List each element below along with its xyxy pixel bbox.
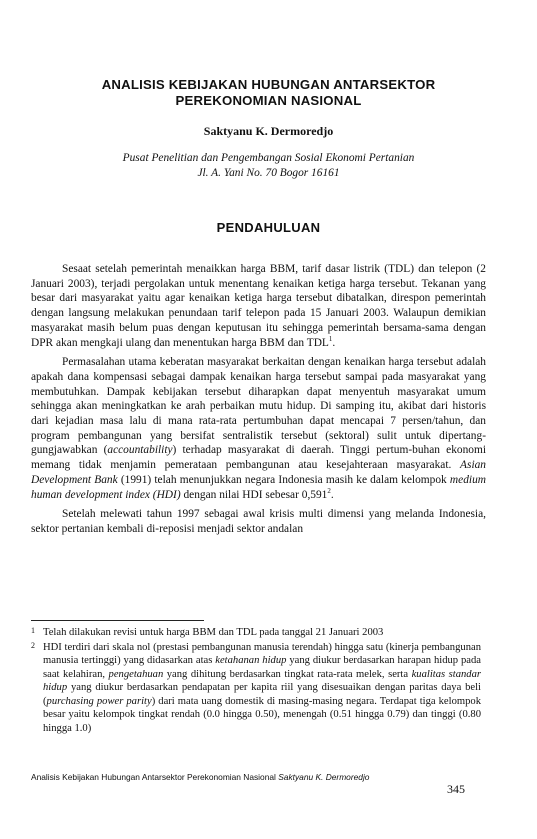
footnote-2-italic-ppp: purchasing power parity [46, 695, 152, 707]
paragraph-2-part-c: ) terhadap masyarakat di daerah. Tinggi pertum-buhan ekonomi memang tidak menjamin pemerataan pembangunan atau kesejahteraan masyarakat. [31, 444, 486, 472]
footnote-2-italic-kualitas: kualitas standar hidup [43, 668, 481, 693]
paragraph-2-part-h: . [330, 488, 334, 501]
footnotes [31, 626, 481, 736]
title-line-1: ANALISIS KEBIJAKAN HUBUNGAN ANTARSEKTOR [101, 77, 436, 92]
paragraph-2-italic-hdi: medium human development index (HDI) [31, 473, 486, 501]
running-footer [31, 772, 369, 782]
affiliation-line-2: Jl. A. Yani No. 70 Bogor 16161 [197, 166, 340, 179]
paragraph-2-part-a: Permasalahan utama keberatan masyarakat berkaitan dengan kenaikan harga tersebut adalah apakah dana kompensasi sebagai dampak kenaikan harga tersebut sampai pada masyarakat yang membutuhkan. Dampak kebijakan tersebut diharapkan dapat menyentuh masyarakat umum sehingga akan meningkatkan ke arah perbaikan mutu hidup. Di samping itu, akibat dari historis dari kejadian masa lalu di mana rata-rata pertumbuhan dapat mencapai 7 persen/tahun, dan program pembangunan yang bersifat sentralistik tersebut (sektoral) sulit untuk dipertang-gungjawabkan ( [31, 356, 486, 457]
footnote-2-part-g: yang diukur berdasarkan pendapatan per kapita riil yang disesuaikan dengan paritas daya beli ( [43, 682, 481, 707]
paragraph-2-part-g: dengan nilai HDI sebesar 0,591 [180, 488, 328, 501]
paragraph-2-italic-accountability: accountability [107, 444, 173, 457]
footnote-2-part-e: yang dihitung berdasarkan tingkat rata-rata melek, serta [163, 668, 412, 680]
footnote-2-italic-ketahanan: ketahanan hidup [215, 655, 287, 666]
footnote-1-text: Telah dilakukan revisi untuk harga BBM dan TDL pada tanggal 21 Januari 2003 [43, 627, 384, 638]
affiliation [30, 151, 507, 180]
title-line-2: PEREKONOMIAN NASIONAL [175, 93, 362, 108]
footnote-ref-1: 1 [328, 334, 333, 343]
footnote-2 [31, 641, 481, 736]
author-name: Saktyanu K. Dermoredjo [203, 124, 334, 138]
body-text [31, 262, 486, 537]
paragraph-2-italic-adb: Asian Development Bank [31, 459, 486, 486]
footnote-2-italic-pengetahuan: pengetahuan [108, 668, 164, 680]
footnote-2-number: 2 [31, 640, 35, 650]
footnote-2-part-i: ) dari mata uang domestik di masing-masing negara. Terdapat tiga kelompok besar yaitu kelompok tingkat rendah (0.0 hingga 0.50), menengah (0.51 hingga 0.79) dan tinggi (0.80 hingga 1.0) [43, 695, 481, 734]
affiliation-line-1: Pusat Penelitian dan Pengembangan Sosial Ekonomi Pertanian [122, 152, 415, 164]
footnote-1 [31, 626, 481, 640]
paper-title [30, 77, 507, 109]
paragraph-2-part-e: (1991) telah menunjukkan negara Indonesia masih ke dalam kelompok [117, 473, 450, 486]
paragraph-1-text: Sesaat setelah pemerintah menaikkan harga BBM, tarif dasar listrik (TDL) dan telepon (2 Januari 2003), terjadi pergolakan untuk menentang kenaikan ketiga harga tersebut. Tekanan yang besar dari masyarakat yaitu agar kenaikan ketiga harga tersebut dibatalkan, direspon pemerintah dengan langsung melakukan penundaan tarif telepon pada 15 Januari 2003. Walaupun demikian masyarakat masih belum puas dengan keputusan itu sehingga pemerintah bersama-sama dengan DPR akan mengkaji ulang dan menentukan harga BBM dan TDL [31, 263, 486, 349]
paragraph-1-end: . [332, 336, 336, 349]
running-footer-author: Saktyanu K. Dermoredjo [278, 772, 370, 782]
section-heading: PENDAHULUAN [216, 220, 321, 235]
paragraph-2 [31, 355, 486, 502]
footnote-separator [31, 620, 204, 621]
page-number: 345 [447, 782, 465, 796]
running-footer-title: Analisis Kebijakan Hubungan Antarsektor Perekonomian Nasional [31, 772, 279, 782]
footnote-2-part-c: yang diukur berdasarkan harapan hidup pada saat kelahiran, [43, 655, 481, 680]
footnote-2-part-a: HDI terdiri dari skala nol (prestasi pembangunan manusia terendah) hingga satu (kinerja pembangunan manusia tertinggi) yang didasarkan atas [43, 641, 481, 666]
footnote-ref-2: 2 [327, 486, 331, 495]
paragraph-3: Setelah melewati tahun 1997 sebagai awal krisis multi dimensi yang melanda Indonesia, sektor pertanian kembali di-reposisi menjadi sektor andalan [31, 508, 486, 535]
paragraph-1 [31, 262, 486, 350]
footnote-1-number: 1 [31, 626, 35, 635]
